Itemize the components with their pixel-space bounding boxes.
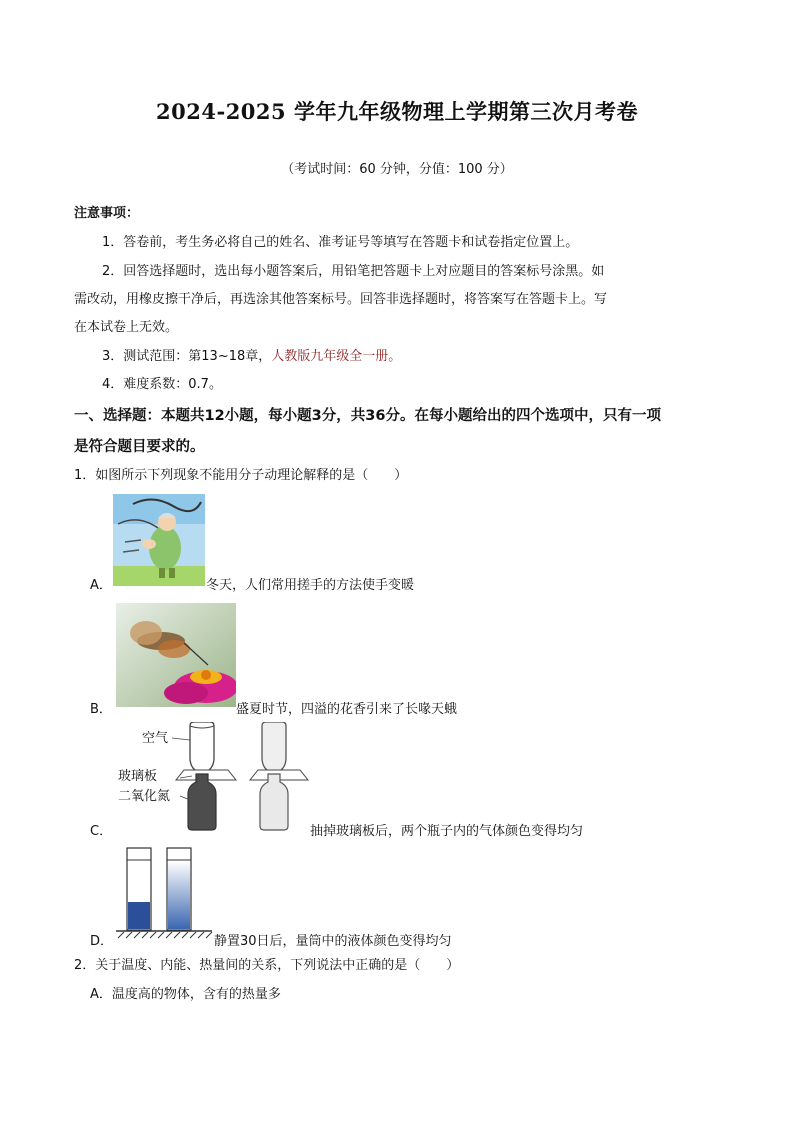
page-subtitle: （考试时间：60 分钟，分值：100 分） bbox=[281, 162, 513, 177]
notice-item-2-line-3: 在本试卷上无效。 bbox=[74, 320, 179, 335]
option-a-text: 冬天，人们常用搓手的方法使手变暖 bbox=[206, 578, 415, 593]
figure-d-cylinders bbox=[114, 846, 214, 942]
question-2-stem: 2．关于温度、内能、热量间的关系，下列说法中正确的是（ ） bbox=[74, 958, 460, 973]
option-c-text: 抽掉玻璃板后，两个瓶子内的气体颜色变得均匀 bbox=[310, 824, 584, 839]
question-2-option-a: A．温度高的物体，含有的热量多 bbox=[90, 987, 281, 1002]
figure-a-rubbing-hands bbox=[113, 494, 205, 586]
notice-item-4: 4．难度系数：0.7。 bbox=[102, 377, 222, 392]
section-heading-line-2: 是符合题目要求的。 bbox=[74, 439, 205, 455]
notice-heading: 注意事项： bbox=[74, 206, 140, 221]
notice-item-3-highlight: 人教版九年级全一册。 bbox=[271, 349, 402, 364]
option-d-label: D． bbox=[90, 934, 114, 949]
option-b-label: B． bbox=[90, 702, 112, 717]
notice-item-2-line-2: 需改动，用橡皮擦干净后，再选涂其他答案标号。回答非选择题时，将答案写在答题卡上。写 bbox=[74, 292, 608, 307]
page-title: 2024-2025 学年九年级物理上学期第三次月考卷 bbox=[156, 99, 638, 124]
option-b-text: 盛夏时节，四溢的花香引来了长喙天蛾 bbox=[236, 702, 458, 717]
section-heading-line-1: 一、选择题：本题共12小题，每小题3分，共36分。在每小题给出的四个选项中，只有一项 bbox=[74, 408, 661, 424]
question-1-stem: 1．如图所示下列现象不能用分子动理论解释的是（ ） bbox=[74, 468, 408, 483]
figure-c-label-gas: 二氧化氮 bbox=[118, 789, 171, 804]
notice-item-2-line-1: 2．回答选择题时，选出每小题答案后，用铅笔把答题卡上对应题目的答案标号涂黑。如 bbox=[102, 264, 605, 279]
notice-item-1: 1．答卷前，考生务必将自己的姓名、准考证号等填写在答题卡和试卷指定位置上。 bbox=[102, 235, 579, 250]
figure-c-label-air: 空气 bbox=[142, 731, 169, 746]
option-a-label: A． bbox=[90, 578, 112, 593]
figure-b-hawkmoth-flower bbox=[116, 603, 236, 707]
option-d-text: 静置30日后，量筒中的液体颜色变得均匀 bbox=[214, 934, 452, 949]
option-c-label: C． bbox=[90, 824, 113, 839]
notice-item-3 bbox=[102, 348, 401, 366]
figure-c-label-glass: 玻璃板 bbox=[118, 769, 158, 784]
notice-item-3-prefix: 3．测试范围：第13~18章， bbox=[102, 349, 272, 364]
